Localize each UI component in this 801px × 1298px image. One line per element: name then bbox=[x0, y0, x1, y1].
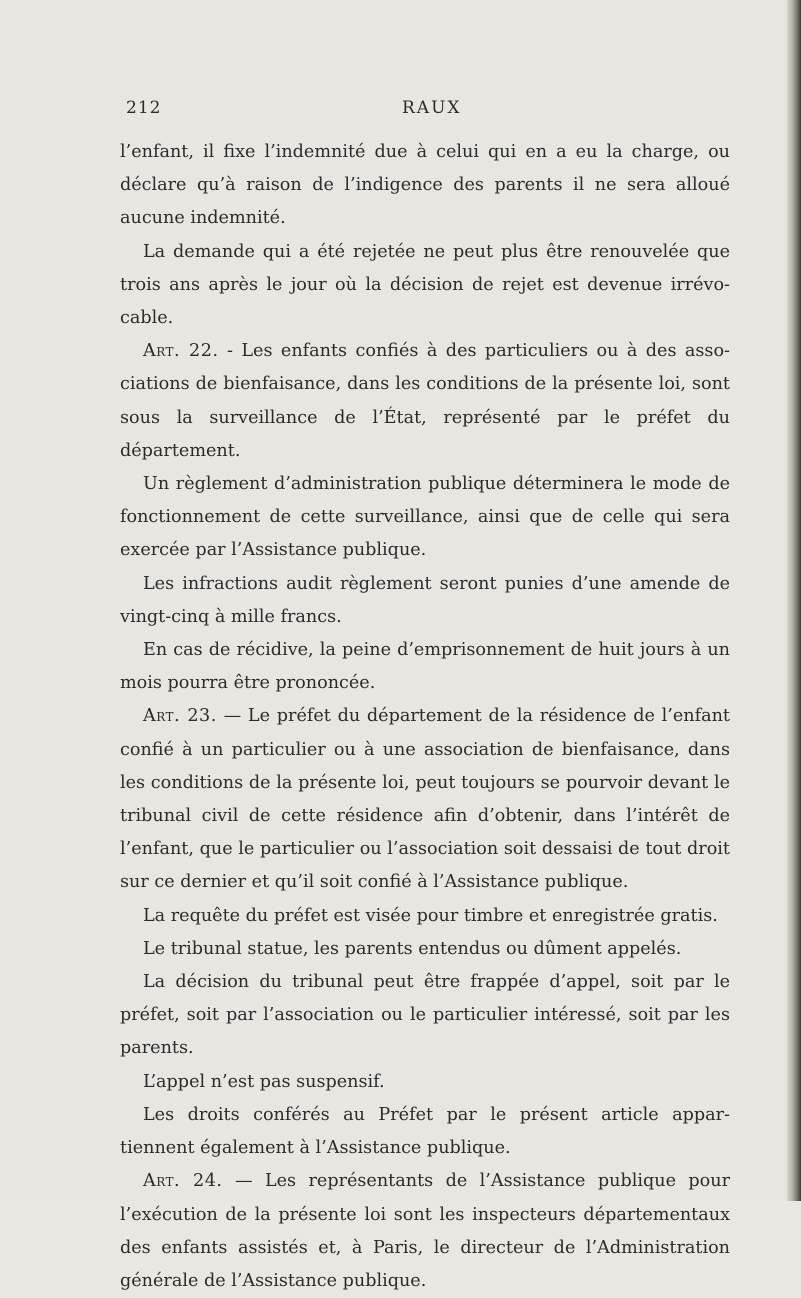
article-23-text: — Le préfet du département de la résidence de l’enfant confié à un particulier ou à une association de bienfaisance, dans les conditions de la présente loi, peut toujours se pourvoir devant le tribunal civil de cette résidence afin d’obtenir, dans l’intérêt de l’enfant, que le particulier ou l’association soit dessaisi de tout droit sur ce dernier et qu’il soit confié à l’Assistance publique. bbox=[120, 706, 731, 893]
article-23-paragraph bbox=[120, 700, 730, 899]
paragraph-5 bbox=[120, 568, 730, 634]
paragraph-12 bbox=[120, 1099, 730, 1165]
article-24-text: — Les représentants de l’Assistance publique pour l’exécution de la présente loi sont les inspecteurs départementaux des enfants assistés et, à Paris, le directeur de l’Administration générale de l’Assistance publique. bbox=[120, 1171, 731, 1291]
paragraph-9 bbox=[120, 933, 730, 966]
paragraph-6-text: En cas de récidive, la peine d’emprisonnement de huit jours à un mois pourra être prononcée. bbox=[120, 640, 730, 694]
article-22-text: - Les enfants confiés à des particuliers ou à des asso-ciations de bienfaisance, dans les conditions de la présente loi, sont sous la surveillance de l’État, représenté par le préfet du département. bbox=[120, 341, 730, 461]
paragraph-9-text: Le tribunal statue, les parents entendus ou dûment appelés. bbox=[143, 938, 682, 959]
paragraph-1-text: l’enfant, il fixe l’indemnité due à celui qui en a eu la charge, ou déclare qu’à raison de l’indigence des parents il ne sera alloué aucune indemnité. bbox=[120, 142, 730, 229]
body-text bbox=[120, 136, 730, 1298]
article-24-paragraph bbox=[120, 1165, 730, 1298]
paragraph-4 bbox=[120, 468, 730, 568]
page-binding-shadow bbox=[787, 0, 801, 1201]
paragraph-6 bbox=[120, 634, 730, 700]
page-number: 212 bbox=[126, 98, 162, 118]
paragraph-10 bbox=[120, 966, 730, 1066]
article-23-label: Art. 23. bbox=[143, 706, 217, 727]
paragraph-12-text: Les droits conférés au Préfet par le présent article appar-tiennent également à l’Assistance publique. bbox=[120, 1104, 730, 1159]
paragraph-8-text: La requête du préfet est visée pour timbre et enregistrée gratis. bbox=[143, 905, 718, 926]
paragraph-4-text: Un règlement d’administration publique déterminera le mode de fonctionnement de cette surveillance, ainsi que de celle qui sera exercée par l’Assistance publique. bbox=[120, 474, 730, 561]
paragraph-10-text: La décision du tribunal peut être frappée d’appel, soit par le préfet, soit par l’association ou le particulier intéressé, soit par les parents. bbox=[120, 972, 730, 1059]
running-title: RAUX bbox=[402, 98, 462, 118]
paragraph-11-text: L’appel n’est pas suspensif. bbox=[143, 1071, 385, 1092]
article-22-label: Art. 22. bbox=[143, 341, 219, 362]
paragraph-2-text: La demande qui a été rejetée ne peut plus être renouvelée que trois ans après le jour où la décision de rejet est devenue irrévo-cable. bbox=[120, 241, 730, 329]
paragraph-8 bbox=[120, 900, 730, 933]
article-22-paragraph bbox=[120, 335, 730, 468]
article-24-label: Art. 24. bbox=[143, 1171, 223, 1192]
running-head bbox=[126, 98, 726, 122]
paragraph-2 bbox=[120, 236, 730, 336]
paragraph-1 bbox=[120, 136, 730, 236]
paragraph-11 bbox=[120, 1066, 730, 1099]
paragraph-5-text: Les infractions audit règlement seront punies d’une amende de vingt-cinq à mille francs. bbox=[120, 573, 730, 627]
